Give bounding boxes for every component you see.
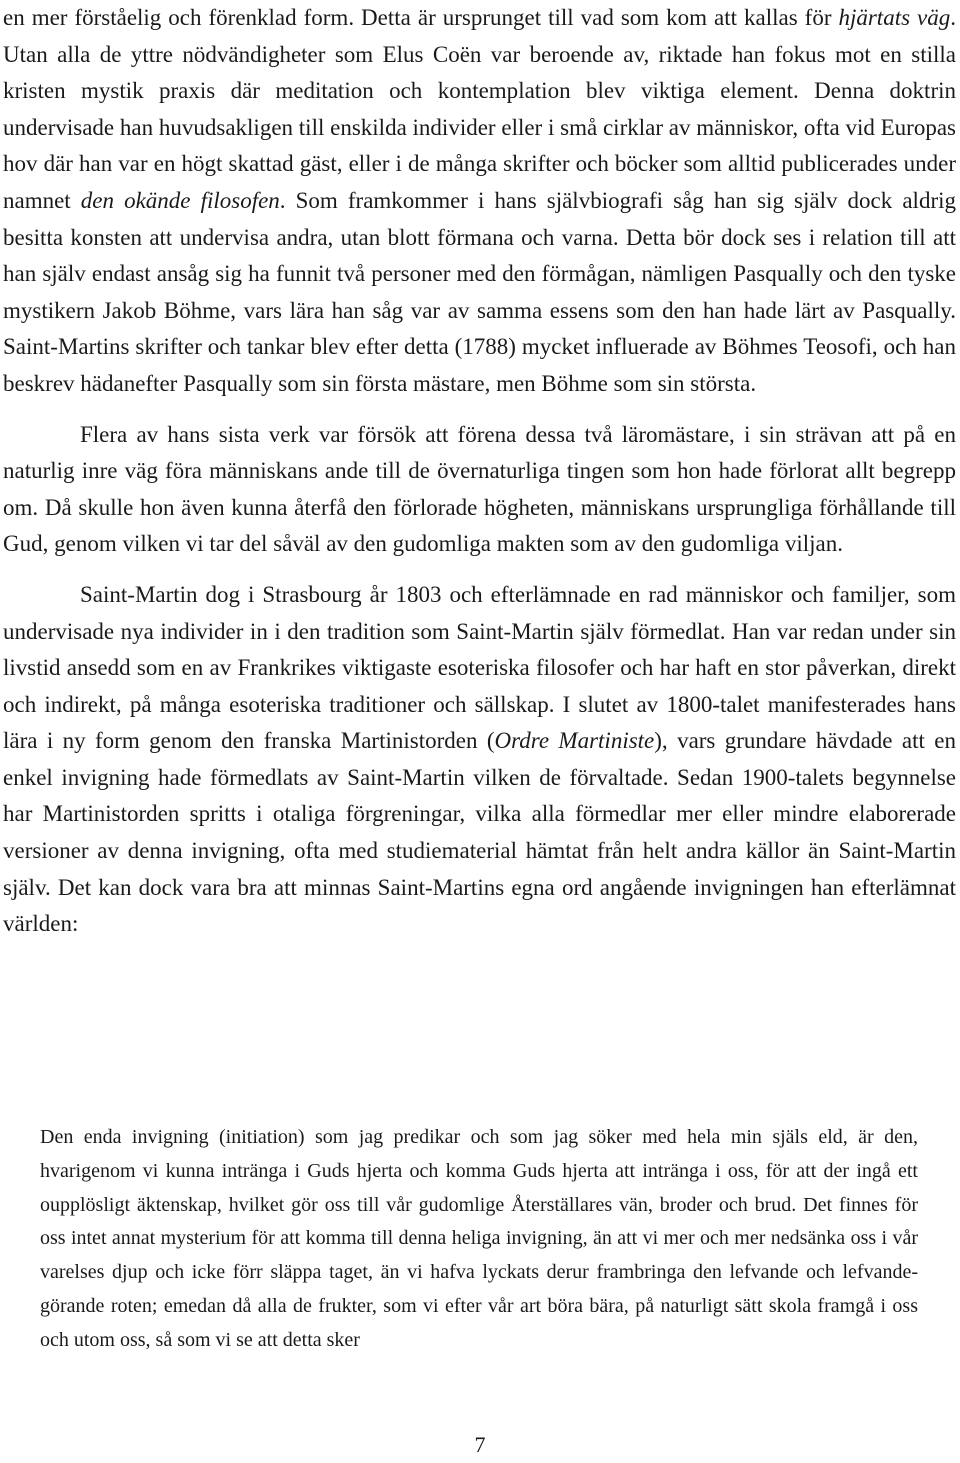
paragraph-3 — [3, 577, 956, 943]
page-number: 7 — [474, 1432, 486, 1457]
body-text — [3, 0, 956, 943]
paragraph-1-text-c: . Som framkommer i hans självbiografi såg han sig själv dock aldrig besitta konsten att undervisa andra, utan blott förmana och varna. Detta bör dock ses i relation till att han själv endast ansåg sig ha funnit två personer med den förmågan, nämligen Pasqually och den tyske mystikern Jakob Böhme, vars lära han såg var av samma essens som den han hade lärt av Pasqually. Saint-Martins skrifter och tankar blev efter detta (1788) mycket influerade av Böhmes Teosofi, och han beskrev hädanefter Pasqually som sin första mästare, men Böhme som sin största. — [3, 187, 956, 396]
block-quote: Den enda invigning (initiation) som jag predikar och som jag söker med hela min själs eld, är den, hvarigenom vi kunna intränga i Guds hjerta och komma Guds hjerta att intränga i oss, för att der ingå ett oupplösligt äktenskap, hvilket gör oss till vår gudomlige Återställares vän, broder och brud. Det finnes för oss intet annat mysterium för att komma till denna heliga invigning, än att vi mer och mer nedsänka oss i vår varelses djup och icke förr släppa taget, än vi hafva lyckats derur frambringa den lefvande och lefvande-görande roten; emedan då alla de frukter, som vi efter vår art böra bära, på naturligt sätt skola framgå i oss och utom oss, så som vi se att detta sker — [40, 1126, 918, 1351]
paragraph-2: Flera av hans sista verk var försök att förena dessa två läromästare, i sin strävan att på en naturlig inre väg föra människans ande till de övernaturliga tingen som hon hade förlorat allt begrepp om. Då skulle hon även kunna återfå den förlorade högheten, människans ursprungliga förhållande till Gud, genom vilken vi tar del såväl av den gudomliga makten som av den gudomliga viljan. — [3, 421, 956, 557]
paragraph-1-italic-b: den okände filosofen — [80, 187, 280, 213]
paragraph-3-text-a: Saint-Martin dog i Strasbourg år 1803 och efterlämnade en rad människor och familjer, som undervisade nya individer in i den tradition som Saint-Martin själv förmedlat. Han var redan under sin livstid ansedd som en av Frankrikes viktigaste esoteriska filosofer och har haft en stor påverkan, direkt och indirekt, på många esoteriska traditioner och sällskap. I slutet av 1800-talet manifesterades hans lära i ny form genom den franska Martinistorden ( — [3, 581, 956, 754]
paragraph-1 — [3, 0, 956, 403]
paragraph-1-text-b: . Utan alla de yttre nödvändigheter som Elus Coën var beroende av, riktade han fokus mot en stilla kristen mystik praxis där meditation och kontemplation blev viktiga element. Denna doktrin undervisade han huvudsakligen till enskilda individer eller i små cirklar av människor, ofta vid Europas hov där han var en högt skattad gäst, eller i de många skrifter och böcker som alltid publicerades under namnet — [3, 5, 956, 213]
paragraph-1-text-a: en mer förståelig och förenklad form. Detta är ursprunget till vad som kom att kallas för — [3, 5, 839, 30]
paragraph-3-text-b: ), vars grundare hävdade att en enkel invigning hade förmedlats av Saint-Martin vilken de förvaltade. Sedan 1900-talets begynnelse har Martinistorden spritts i otaliga förgreningar, vilka alla förmedlar mer eller mindre elaborerade versioner av denna invigning, ofta med studiematerial hämtat från helt andra källor än Saint-Martin själv. Det kan dock vara bra att minnas Saint-Martins egna ord angående invigningen han efterlämnat världen: — [3, 728, 956, 937]
paragraph-1-italic-a: hjärtats väg — [838, 5, 951, 30]
paragraph-3-italic-a: Ordre Martiniste — [494, 728, 655, 754]
